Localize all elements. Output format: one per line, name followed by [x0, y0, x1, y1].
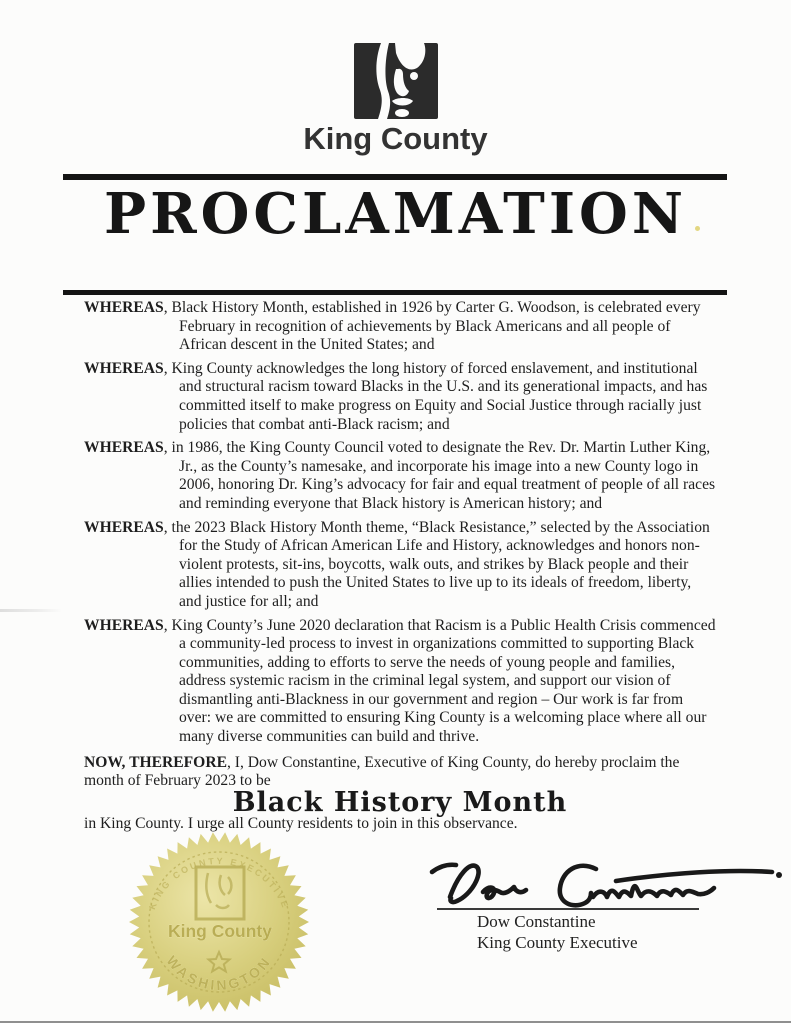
therefore-text: , I, Dow Constantine, Executive of King County, do hereby proclaim the month of February 2023 to be	[84, 753, 680, 790]
bottom-rule	[63, 290, 727, 295]
signatory-name: Dow Constantine	[477, 912, 596, 931]
whereas-clause	[84, 360, 716, 434]
clause-text: , Black History Month, established in 1926 by Carter G. Woodson, is celebrated every February in recognition of achievements by Black Americans and all people of African descent in the United States; and	[163, 299, 701, 354]
therefore-label: NOW, THEREFORE	[84, 753, 227, 771]
therefore-clause	[84, 754, 716, 791]
seal-center-wordmark: King County	[167, 921, 273, 941]
scan-dot-artifact	[695, 226, 700, 231]
top-rule	[63, 174, 727, 180]
seal-bottom-arc-text: WASHINGTON	[163, 952, 275, 994]
whereas-clause	[84, 439, 716, 513]
scan-smudge-artifact	[0, 609, 62, 612]
clause-text: , King County’s June 2020 declaration that Racism is a Public Health Crisis commenced a community-led process to invest in organizations committed to supporting Black communities, adding to efforts to serve the needs of young people and families, address systemic racism in the criminal legal system, and support our vision of dismantling anti-Blackness in our government and region – Our work is far from over: we are committed to ensuring King County is a welcoming place where all our many diverse communities can build and thrive.	[163, 616, 716, 746]
seal-top-arc-text: KING COUNTY EXECUTIVE	[147, 855, 291, 911]
whereas-label: WHEREAS	[84, 518, 164, 536]
gold-foil-seal	[128, 831, 310, 1013]
document-title: PROCLAMATION	[103, 181, 688, 247]
signatory-title: King County Executive	[477, 933, 638, 952]
proclaimed-month-title: Black History Month	[232, 786, 568, 818]
whereas-label: WHEREAS	[84, 439, 164, 457]
whereas-clause	[84, 519, 716, 612]
signature-block	[477, 911, 638, 953]
king-county-mlk-logo-icon	[354, 42, 438, 120]
whereas-label: WHEREAS	[84, 616, 164, 634]
signature-line	[437, 908, 699, 910]
clause-text: , King County acknowledges the long history of forced enslavement, and institutional and structural racism toward Blacks in the U.S. and its generational impacts, and has committed itself to make progress on Equity and Social Justice through racially just policies that combat anti-Black racism; and	[163, 359, 708, 433]
whereas-label: WHEREAS	[84, 359, 164, 377]
king-county-wordmark: King County	[303, 121, 488, 156]
clause-text: , in 1986, the King County Council voted to designate the Rev. Dr. Martin Luther King, Jr., as the County’s namesake, and incorporate his image into a new County logo in 2006, honoring Dr. King’s advocacy for fair and equal treatment of people of all races and reminding everyone that Black history is American history; and	[163, 439, 716, 512]
clause-text: , the 2023 Black History Month theme, “Black Resistance,” selected by the Association for the Study of African American Life and History, acknowledges and honors non-violent protests, sit-ins, boycotts, walk outs, and strikes by Black people and their allies intended to push the United States to live up to its ideals of freedom, liberty, and justice for all; and	[163, 518, 710, 610]
proclamation-body	[84, 299, 716, 834]
closing-line: in King County. I urge all County residents to join in this observance.	[84, 815, 518, 833]
whereas-clause	[84, 617, 716, 747]
whereas-clause	[84, 299, 716, 355]
whereas-label: WHEREAS	[84, 299, 164, 316]
